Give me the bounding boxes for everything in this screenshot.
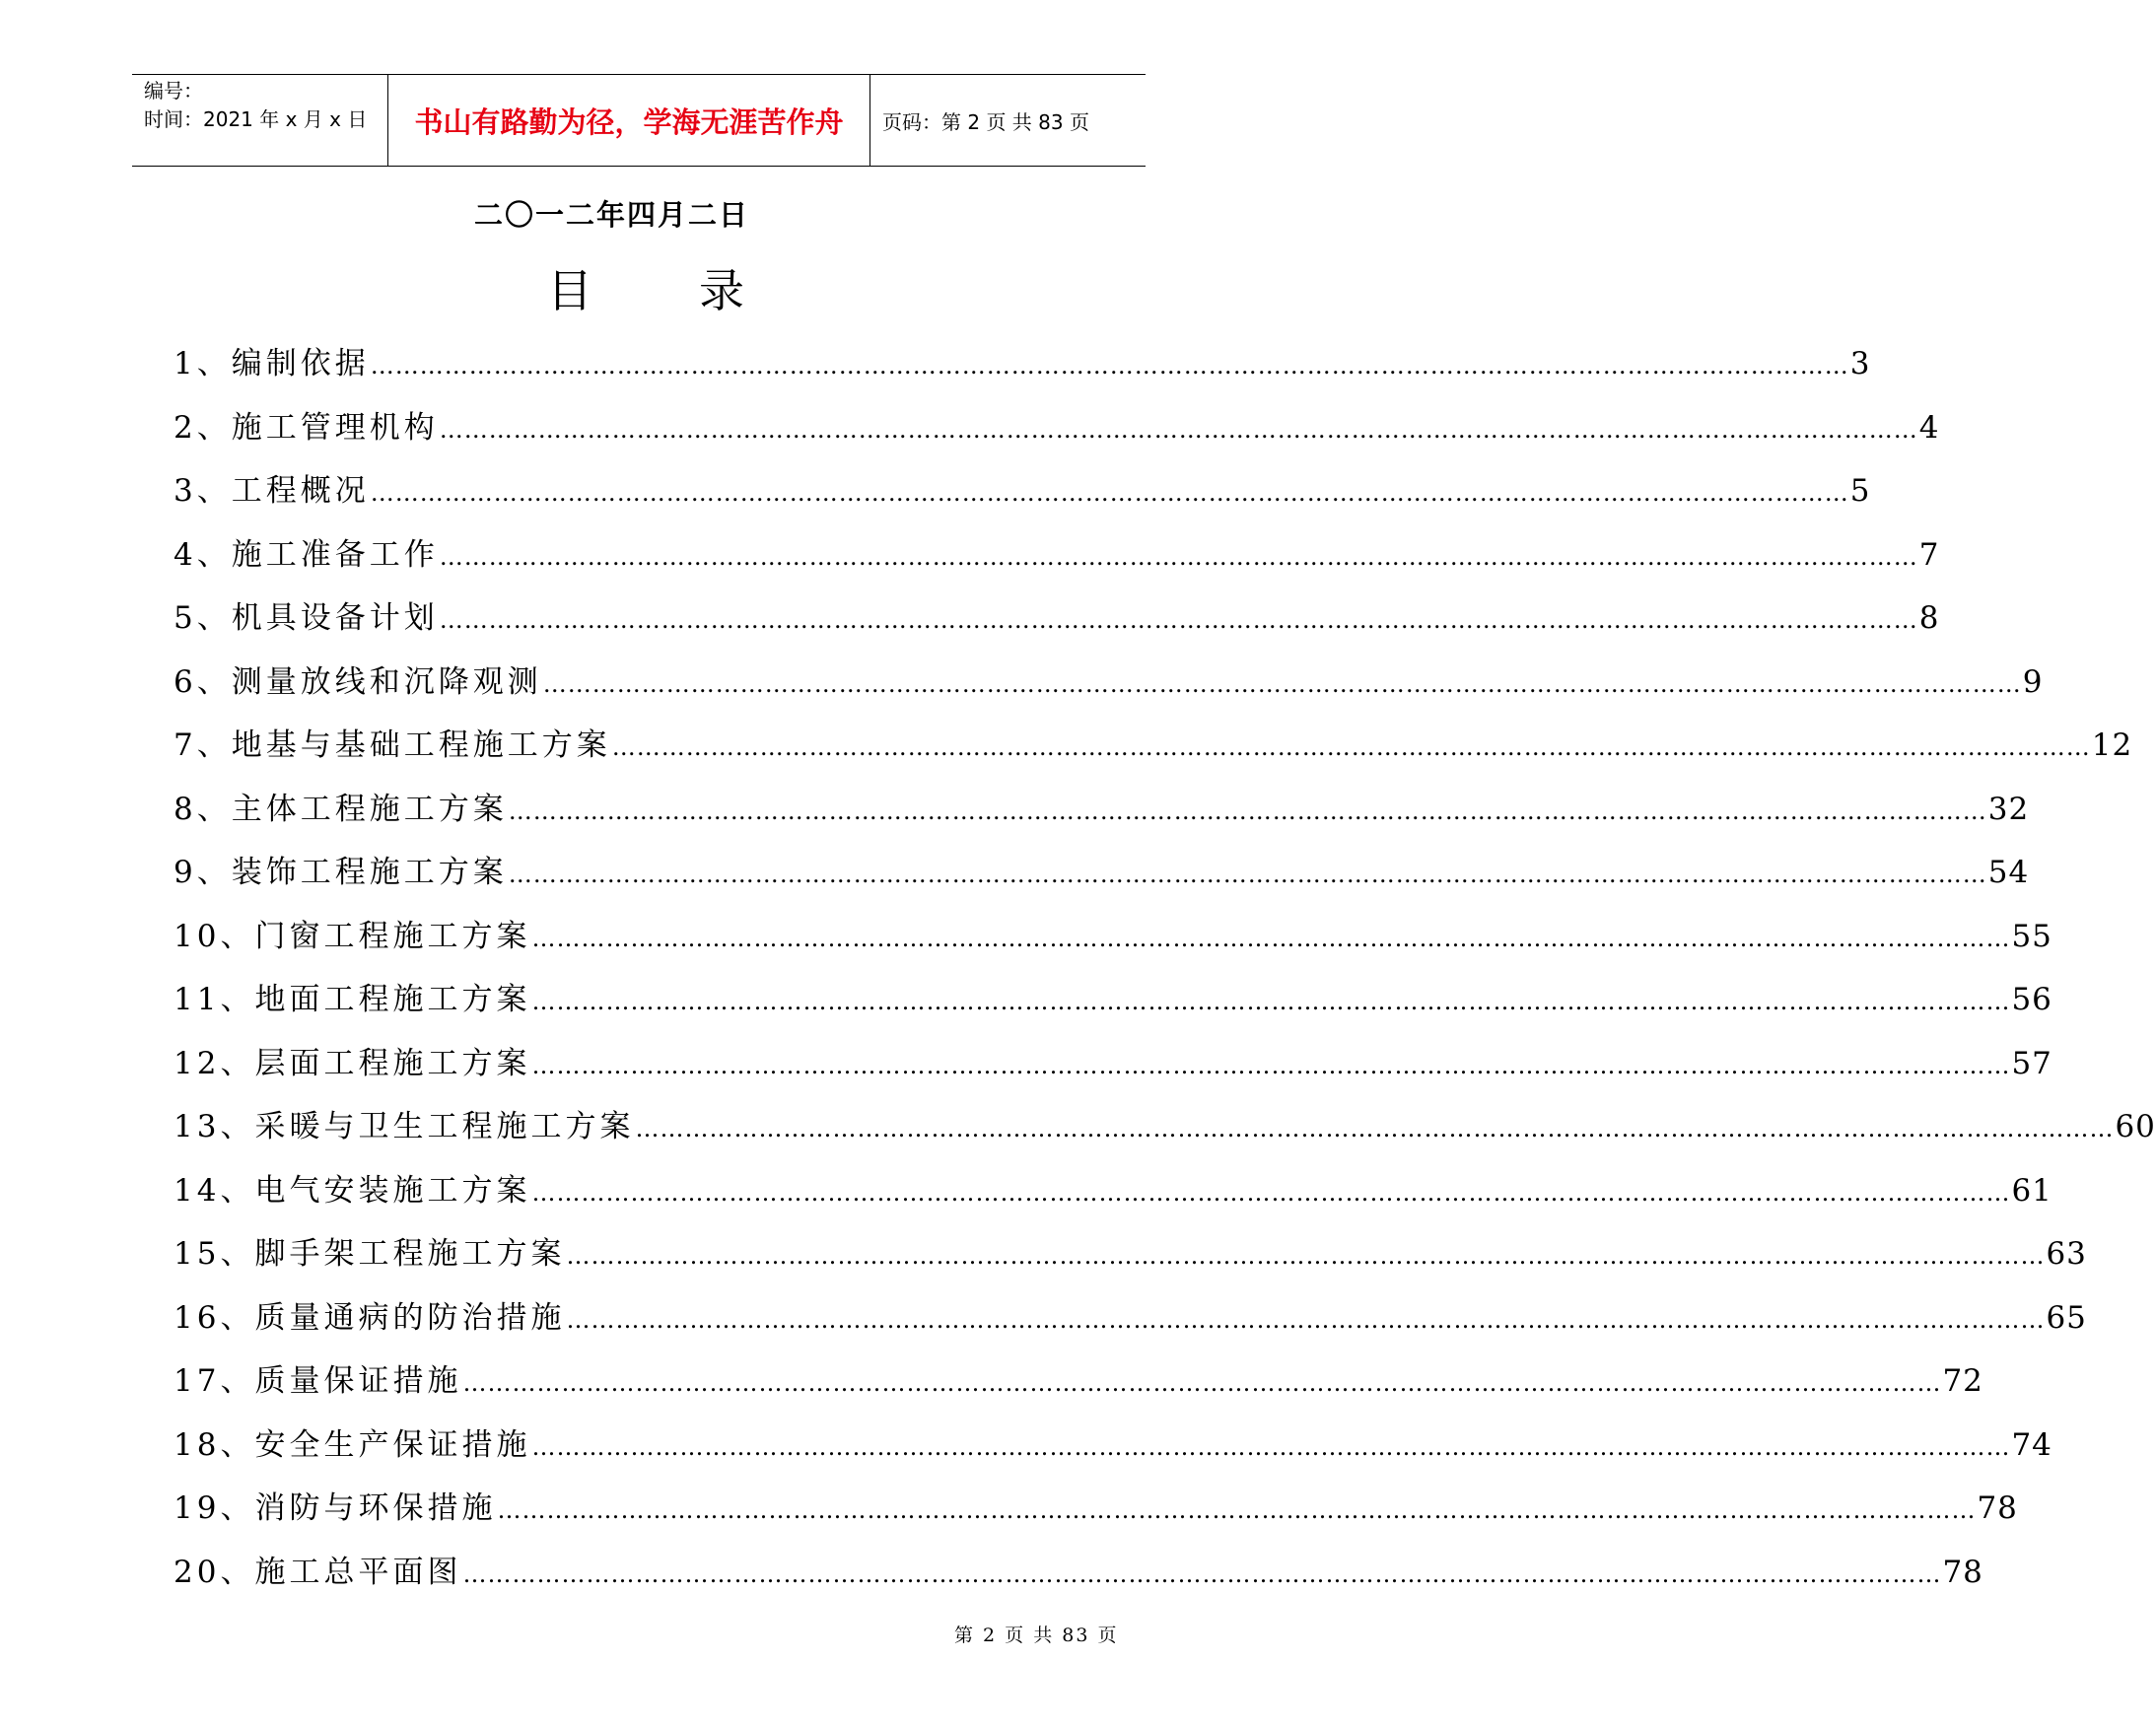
page-footer: 第 2 页 共 83 页: [954, 1625, 1119, 1646]
toc-entry-label: 5、机具设备计划: [174, 600, 439, 636]
toc-entry-page: 9: [2022, 663, 2044, 700]
toc-entry[interactable]: [174, 1038, 2052, 1102]
toc-entry-page: 3: [1849, 346, 1871, 381]
toc-title: [547, 261, 744, 320]
toc-entry[interactable]: [174, 911, 2052, 975]
toc-entry-page: 74: [2011, 1426, 2052, 1463]
document-date: 二〇一二年四月二日: [473, 198, 749, 232]
toc-leader-dots: ………………………………………………………………………………………………………………………………………………………………: [439, 415, 1918, 444]
toc-entry[interactable]: [174, 465, 1871, 529]
header-meta: [132, 75, 388, 166]
toc-entry-page: 61: [2011, 1172, 2052, 1209]
toc-entry-label: 2、施工管理机构: [174, 409, 439, 446]
toc-entry-page: 4: [1918, 409, 1940, 446]
toc-entry-label: 6、测量放线和沉降观测: [174, 663, 542, 700]
toc-entry-page: 56: [2011, 982, 2052, 1017]
toc-entry-page: 78: [1977, 1490, 2018, 1526]
toc-entry-label: 10、门窗工程施工方案: [174, 918, 531, 954]
toc-entry-label: 11、地面工程施工方案: [174, 982, 531, 1017]
toc-entry-label: 14、电气安装施工方案: [174, 1172, 531, 1209]
toc-entry[interactable]: [174, 1419, 2052, 1484]
toc-leader-dots: ………………………………………………………………………………………………………………………………………………………………: [508, 796, 1987, 825]
toc-leader-dots: ………………………………………………………………………………………………………………………………………………………………: [531, 1051, 2011, 1079]
toc-title-char-1: 目: [547, 264, 592, 317]
toc-leader-dots: ………………………………………………………………………………………………………………………………………………………………: [370, 479, 1849, 507]
toc-entry-label: 15、脚手架工程施工方案: [174, 1236, 566, 1272]
toc-leader-dots: ………………………………………………………………………………………………………………………………………………………………: [508, 861, 1987, 888]
toc-entry-label: 17、质量保证措施: [174, 1363, 462, 1399]
toc-leader-dots: ………………………………………………………………………………………………………………………………………………………………: [566, 1305, 2046, 1334]
toc-entry-label: 12、层面工程施工方案: [174, 1045, 531, 1081]
toc-entry[interactable]: [174, 529, 1940, 593]
toc-leader-dots: ………………………………………………………………………………………………………………………………………………………………: [611, 733, 2091, 761]
toc-entry-label: 16、质量通病的防治措施: [174, 1299, 566, 1336]
toc-entry[interactable]: [174, 1547, 1983, 1611]
toc-leader-dots: ………………………………………………………………………………………………………………………………………………………………: [531, 1178, 2011, 1207]
toc-entry-page: 7: [1918, 536, 1940, 573]
toc-entry[interactable]: [174, 1228, 2087, 1292]
toc-entry[interactable]: [174, 1292, 2087, 1356]
page-header: [132, 74, 1146, 167]
toc-leader-dots: ………………………………………………………………………………………………………………………………………………………………: [531, 1432, 2011, 1461]
toc-entry[interactable]: [174, 847, 2030, 911]
toc-leader-dots: ………………………………………………………………………………………………………………………………………………………………: [635, 1115, 2115, 1142]
toc-entry-page: 12: [2091, 727, 2133, 763]
toc-entry-page: 5: [1849, 473, 1871, 509]
toc-entry-page: 55: [2011, 918, 2052, 954]
toc-leader-dots: ………………………………………………………………………………………………………………………………………………………………: [531, 988, 2011, 1015]
toc-leader-dots: ………………………………………………………………………………………………………………………………………………………………: [370, 352, 1849, 380]
header-motto: 书山有路勤为径，学海无涯苦作舟: [388, 75, 870, 166]
document-number-label: 编号：: [144, 79, 203, 103]
toc-entry-label: 8、主体工程施工方案: [174, 791, 508, 827]
toc-leader-dots: ………………………………………………………………………………………………………………………………………………………………: [497, 1496, 1977, 1524]
toc-entry[interactable]: [174, 338, 1871, 402]
toc-entry[interactable]: [174, 402, 1940, 466]
table-of-contents: [174, 338, 2156, 1610]
toc-leader-dots: ………………………………………………………………………………………………………………………………………………………………: [531, 924, 2011, 952]
toc-entry[interactable]: [174, 1101, 2156, 1165]
toc-entry[interactable]: [174, 657, 2044, 721]
toc-entry[interactable]: [174, 974, 2052, 1038]
toc-entry-page: 60: [2115, 1109, 2156, 1144]
toc-entry[interactable]: [174, 784, 2030, 848]
toc-entry-page: 72: [1942, 1363, 1983, 1399]
toc-entry-label: 3、工程概况: [174, 473, 370, 509]
toc-entry[interactable]: [174, 1165, 2052, 1229]
toc-entry-page: 32: [1987, 791, 2030, 827]
toc-title-char-2: 录: [699, 264, 744, 317]
toc-entry-label: 18、安全生产保证措施: [174, 1426, 531, 1463]
toc-entry[interactable]: [174, 592, 1940, 657]
toc-entry-page: 8: [1918, 600, 1940, 636]
toc-entry-label: 20、施工总平面图: [174, 1554, 462, 1590]
toc-leader-dots: ………………………………………………………………………………………………………………………………………………………………: [462, 1369, 1942, 1397]
toc-leader-dots: ………………………………………………………………………………………………………………………………………………………………: [462, 1559, 1942, 1588]
toc-entry[interactable]: [174, 1483, 2018, 1547]
toc-entry-page: 65: [2046, 1299, 2087, 1336]
toc-leader-dots: ………………………………………………………………………………………………………………………………………………………………: [542, 669, 2022, 698]
toc-entry-label: 13、采暖与卫生工程施工方案: [174, 1109, 635, 1144]
toc-entry-label: 1、编制依据: [174, 346, 370, 381]
toc-entry-label: 4、施工准备工作: [174, 536, 439, 573]
header-page-number: 页码：第 2 页 共 83 页: [882, 109, 1089, 134]
toc-entry-page: 78: [1942, 1554, 1983, 1590]
toc-entry-label: 9、装饰工程施工方案: [174, 855, 508, 890]
toc-leader-dots: ………………………………………………………………………………………………………………………………………………………………: [566, 1242, 2046, 1270]
toc-entry-page: 57: [2011, 1045, 2052, 1081]
document-time-label: 时间：2021 年 x 月 x 日: [144, 107, 368, 131]
toc-entry-label: 7、地基与基础工程施工方案: [174, 727, 611, 763]
toc-leader-dots: ………………………………………………………………………………………………………………………………………………………………: [439, 542, 1918, 571]
toc-entry-page: 63: [2046, 1236, 2087, 1272]
toc-entry[interactable]: [174, 720, 2133, 784]
toc-entry-page: 54: [1987, 855, 2030, 890]
toc-entry[interactable]: [174, 1355, 1983, 1419]
toc-leader-dots: ………………………………………………………………………………………………………………………………………………………………: [439, 606, 1918, 634]
toc-entry-label: 19、消防与环保措施: [174, 1490, 497, 1526]
